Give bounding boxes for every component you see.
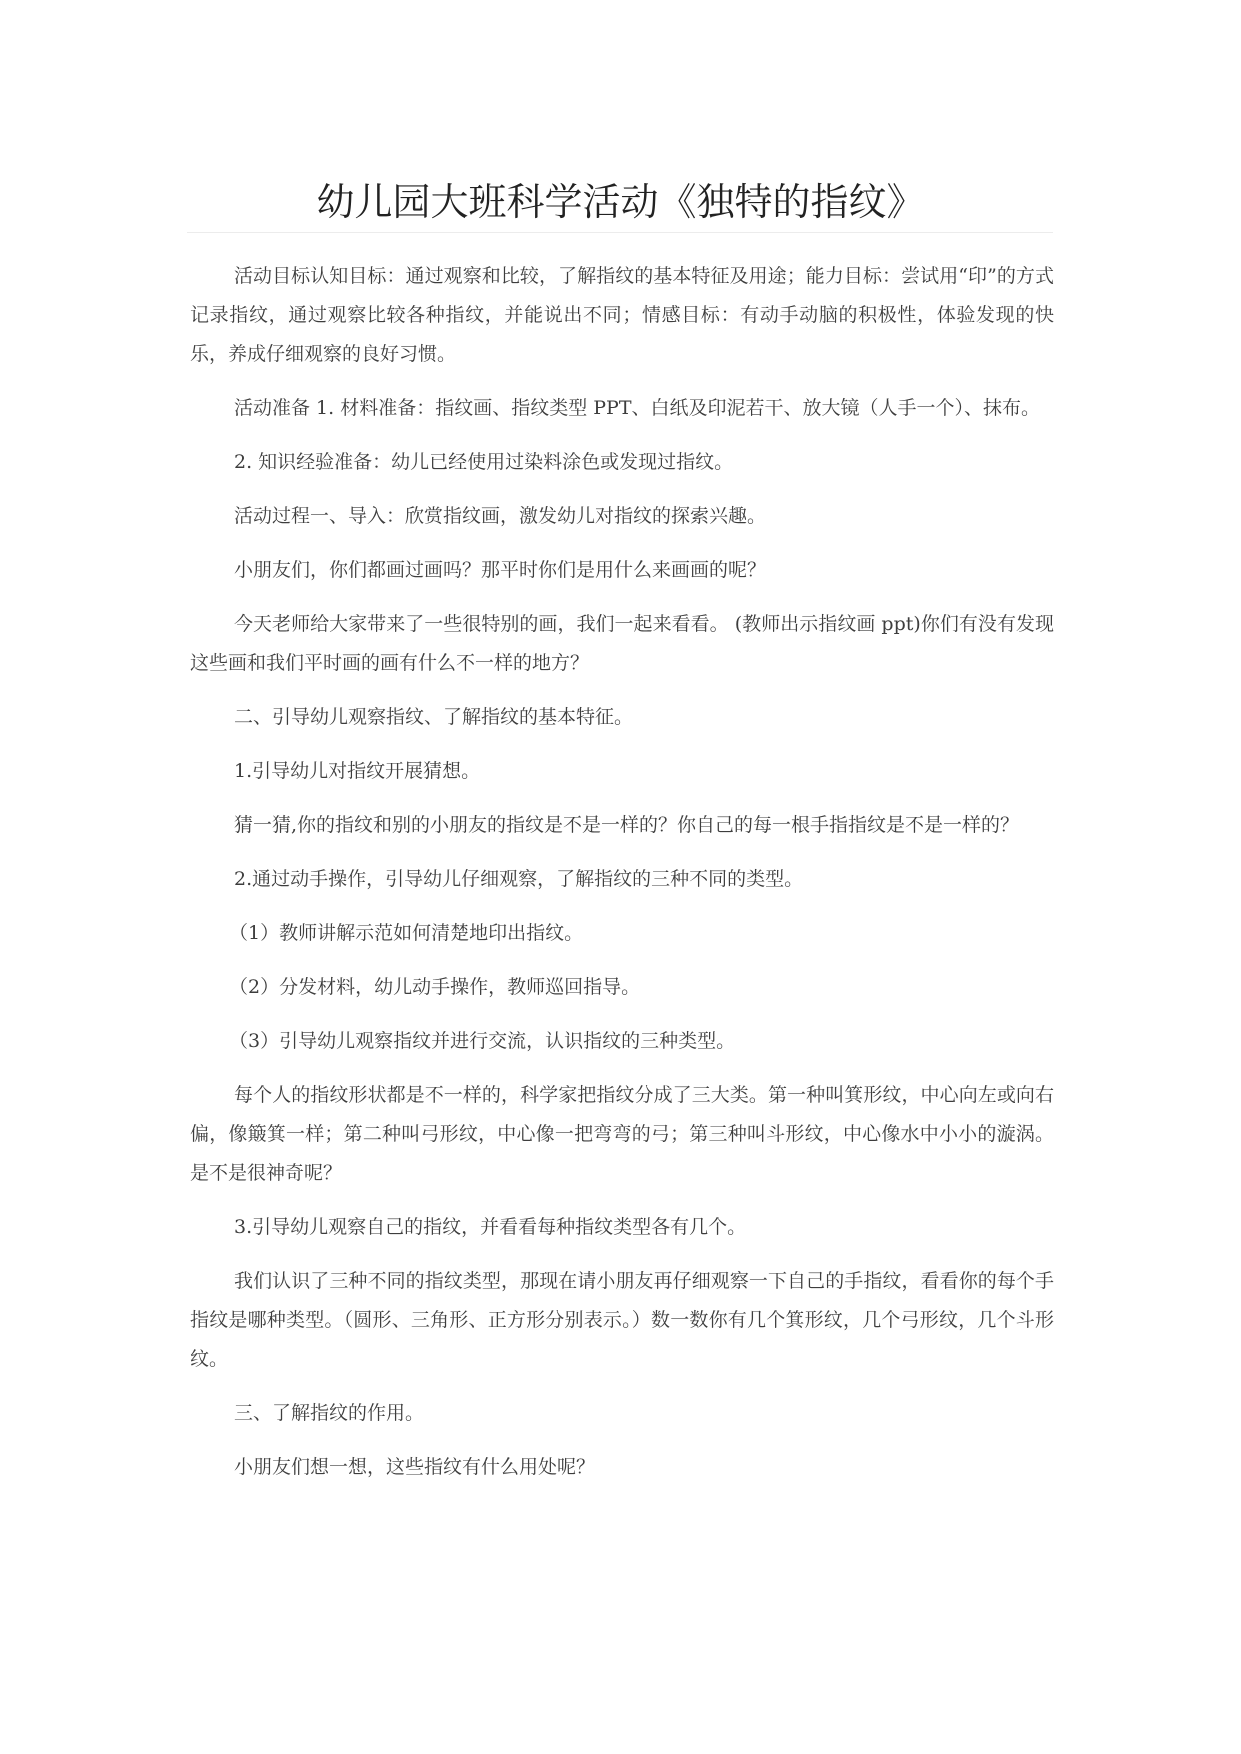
paragraph-knowledge-prep: 2. 知识经验准备：幼儿已经使用过染料涂色或发现过指纹。	[234, 451, 734, 473]
paragraph-guess: 猜一猜,你的指纹和别的小朋友的指纹是不是一样的？你自己的每一根手指指纹是不是一样的？	[234, 814, 1020, 836]
paragraph-substep-1: （1）教师讲解示范如何清楚地印出指纹。	[229, 922, 584, 944]
paragraph-section-two: 二、引导幼儿观察指纹、了解指纹的基本特征。	[234, 706, 634, 728]
document-title: 幼儿园大班科学活动《独特的指纹》	[316, 180, 925, 224]
paragraph-show-ppt: 今天老师给大家带来了一些很特别的画，我们一起来看看。 (教师出示指纹画 ppt)你们有没有发现这些画和我们平时画的画有什么不一样的地方？	[190, 613, 1054, 674]
paragraph-materials: 活动准备 1. 材料准备：指纹画、指纹类型 PPT、白纸及印泥若干、放大镜（人手一个）、抹布。	[234, 397, 1040, 419]
paragraph-substep-2: （2）分发材料，幼儿动手操作，教师巡回指导。	[229, 976, 641, 998]
paragraph-section-three: 三、了解指纹的作用。	[234, 1402, 425, 1424]
paragraph-step-2: 2.通过动手操作，引导幼儿仔细观察，了解指纹的三种不同的类型。	[234, 868, 804, 890]
paragraph-question-usage: 小朋友们想一想，这些指纹有什么用处呢？	[234, 1456, 596, 1478]
paragraph-question-drawing: 小朋友们，你们都画过画吗？那平时你们是用什么来画画的呢？	[234, 559, 767, 581]
paragraph-activity-goals: 活动目标认知目标：通过观察和比较，了解指纹的基本特征及用途；能力目标：尝试用“印”的方式记录指纹，通过观察比较各种指纹，并能说出不同；情感目标：有动手动脑的积极性，体验发现的快乐，养成仔细观察的良好习惯。	[190, 265, 1054, 365]
document-body	[190, 257, 1054, 1502]
paragraph-substep-3: （3）引导幼儿观察指纹并进行交流，认识指纹的三种类型。	[229, 1030, 736, 1052]
paragraph-observe-own: 我们认识了三种不同的指纹类型，那现在请小朋友再仔细观察一下自己的手指纹，看看你的每个手指纹是哪种类型。（圆形、三角形、正方形分别表示。）数一数你有几个箕形纹，几个弓形纹，几个斗形纹。	[190, 1270, 1054, 1370]
paragraph-step-1: 1.引导幼儿对指纹开展猜想。	[234, 760, 481, 782]
paragraph-fingerprint-types: 每个人的指纹形状都是不一样的，科学家把指纹分成了三大类。第一种叫箕形纹，中心向左或向右偏，像簸箕一样；第二种叫弓形纹，中心像一把弯弯的弓；第三种叫斗形纹，中心像水中小小的漩涡。是不是很神奇呢？	[190, 1084, 1054, 1184]
paragraph-step-3: 3.引导幼儿观察自己的指纹，并看看每种指纹类型各有几个。	[234, 1216, 747, 1238]
title-divider	[187, 232, 1053, 233]
paragraph-process-intro: 活动过程一、导入：欣赏指纹画，激发幼儿对指纹的探索兴趣。	[234, 505, 767, 527]
